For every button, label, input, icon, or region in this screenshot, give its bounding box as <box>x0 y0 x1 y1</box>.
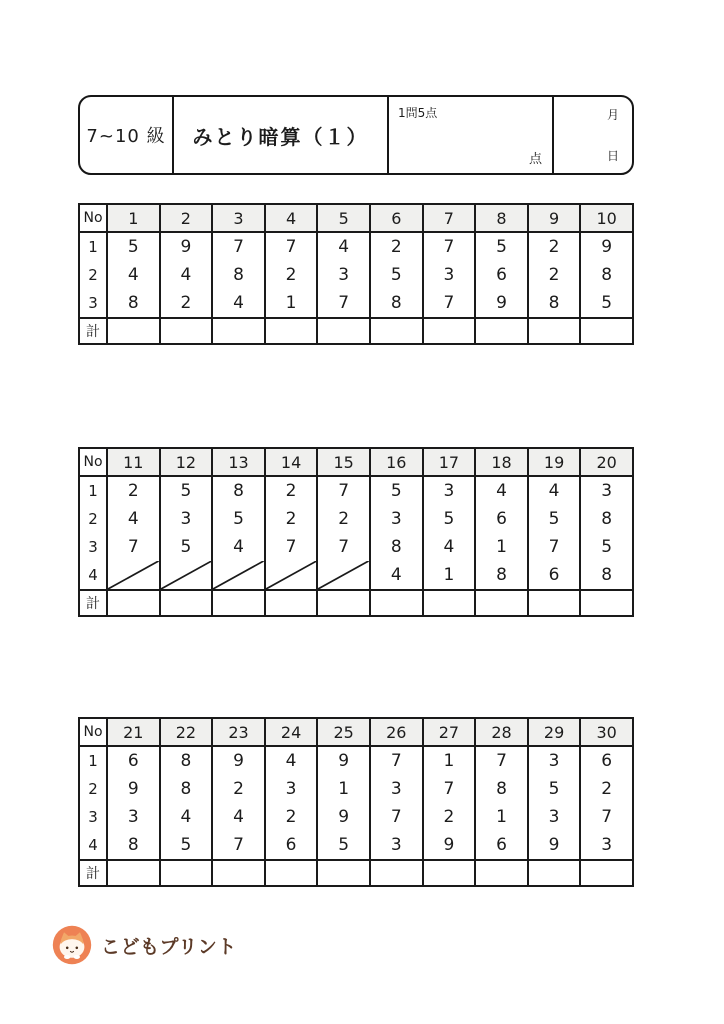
digit-cell: 2 <box>233 779 244 799</box>
digit-cell: 4 <box>233 807 244 827</box>
total-answer-cell <box>474 317 527 343</box>
column-header-cell: 13 <box>211 449 264 477</box>
total-answer-cell <box>159 317 212 343</box>
column-header-cell: 14 <box>264 449 317 477</box>
column-header-cell: 18 <box>474 449 527 477</box>
digit-cell: 8 <box>601 565 613 585</box>
digit-cell: 7 <box>390 751 402 771</box>
total-answer-cell <box>527 589 580 615</box>
problem-column <box>422 233 475 317</box>
digit-cell: 1 <box>338 779 350 799</box>
total-answer-cell <box>422 317 475 343</box>
row-label: 3 <box>88 808 98 826</box>
column-header-cell: 1 <box>106 205 159 233</box>
total-answer-cell <box>369 589 422 615</box>
digit-cell: 8 <box>496 779 507 799</box>
problem-column <box>527 747 580 859</box>
digit-cell: 5 <box>548 509 560 529</box>
total-answer-cell <box>527 859 580 885</box>
total-answer-cell <box>106 589 159 615</box>
digit-cell: 6 <box>496 509 507 529</box>
digit-cell: 2 <box>285 509 297 529</box>
digit-cell: 4 <box>443 537 455 557</box>
column-header-cell: 11 <box>106 449 159 477</box>
total-answer-cell <box>211 317 264 343</box>
digit-cell: 8 <box>127 293 139 313</box>
total-answer-cell <box>579 859 632 885</box>
cat-logo-icon <box>52 925 92 965</box>
digit-cell: 6 <box>127 751 139 771</box>
digit-cell: 2 <box>443 807 455 827</box>
digit-cell: 7 <box>338 537 350 557</box>
total-answer-cell <box>316 589 369 615</box>
digit-cell: 7 <box>285 237 297 257</box>
worksheet-table-3 <box>78 717 634 887</box>
brand-logo <box>52 925 237 965</box>
total-answer-cell <box>264 589 317 615</box>
digit-cell: 5 <box>601 537 613 557</box>
column-header-cell: 12 <box>159 449 212 477</box>
digit-cell: 5 <box>390 265 402 285</box>
column-header-cell: 10 <box>579 205 632 233</box>
day-label: 日 <box>606 149 619 163</box>
digit-cell: 4 <box>338 237 350 257</box>
column-header-cell: 9 <box>527 205 580 233</box>
digit-cell: 4 <box>180 807 192 827</box>
digit-cell: 8 <box>601 265 613 285</box>
digit-cell: 8 <box>390 293 402 313</box>
digit-cell: 9 <box>233 751 244 771</box>
grade-label: 7~10 級 <box>86 126 166 147</box>
row-label: 3 <box>88 294 98 312</box>
digit-cell: 6 <box>496 835 507 855</box>
problem-column <box>369 477 422 589</box>
row-label: 3 <box>88 538 98 556</box>
crossed-out-cell <box>161 561 212 589</box>
problem-column <box>159 747 212 859</box>
column-header-cell: 25 <box>316 719 369 747</box>
digit-cell: 7 <box>285 537 297 557</box>
score-unit-label: 点 <box>528 152 542 167</box>
worksheet-table-1 <box>78 203 634 345</box>
digit-cell: 2 <box>548 265 560 285</box>
digit-cell: 5 <box>338 835 350 855</box>
column-header-cell: 3 <box>211 205 264 233</box>
column-header-cell: 27 <box>422 719 475 747</box>
total-answer-cell <box>159 859 212 885</box>
worksheet-header-box <box>78 95 634 175</box>
row-label: 1 <box>88 482 98 500</box>
digit-cell: 7 <box>390 807 402 827</box>
digit-cell: 5 <box>443 509 455 529</box>
row-label: 1 <box>88 238 98 256</box>
slash-icon <box>266 561 317 589</box>
digit-cell: 9 <box>338 807 350 827</box>
column-header-cell: 26 <box>369 719 422 747</box>
digit-cell: 3 <box>548 807 560 827</box>
digit-cell: 1 <box>496 807 507 827</box>
digit-cell: 9 <box>443 835 455 855</box>
digit-cell: 4 <box>233 537 244 557</box>
column-header-cell: 28 <box>474 719 527 747</box>
digit-cell: 4 <box>285 751 297 771</box>
problem-column <box>369 747 422 859</box>
digit-cell: 9 <box>338 751 350 771</box>
problem-column <box>211 747 264 859</box>
column-header-cell: 8 <box>474 205 527 233</box>
digit-cell: 9 <box>548 835 560 855</box>
digit-cell: 4 <box>548 481 560 501</box>
total-label-cell: 計 <box>80 589 106 615</box>
digit-cell: 4 <box>127 265 139 285</box>
problem-column <box>211 477 264 589</box>
total-answer-cell <box>159 589 212 615</box>
digit-cell: 8 <box>233 265 244 285</box>
digit-cell: 6 <box>285 835 297 855</box>
digit-cell: 6 <box>601 751 613 771</box>
problem-column <box>106 233 159 317</box>
slash-icon <box>318 561 369 589</box>
digit-cell: 4 <box>496 481 507 501</box>
digit-cell: 2 <box>338 509 350 529</box>
digit-cell: 3 <box>390 509 402 529</box>
row-label-column <box>80 233 106 317</box>
date-section <box>552 97 632 173</box>
digit-cell: 5 <box>233 509 244 529</box>
total-answer-cell <box>474 859 527 885</box>
digit-cell: 4 <box>127 509 139 529</box>
no-header-cell: No <box>80 449 106 477</box>
total-answer-cell <box>106 317 159 343</box>
problem-column <box>106 747 159 859</box>
digit-cell: 7 <box>233 835 244 855</box>
column-header-cell: 17 <box>422 449 475 477</box>
column-header-cell: 16 <box>369 449 422 477</box>
total-answer-cell <box>316 317 369 343</box>
digit-cell: 3 <box>390 835 402 855</box>
column-header-cell: 6 <box>369 205 422 233</box>
total-label-cell: 計 <box>80 859 106 885</box>
digit-cell: 8 <box>390 537 402 557</box>
digit-cell: 2 <box>548 237 560 257</box>
crossed-out-cell <box>108 561 159 589</box>
total-answer-cell <box>369 317 422 343</box>
digit-cell: 3 <box>601 835 613 855</box>
digit-cell: 7 <box>443 779 455 799</box>
digit-cell: 7 <box>233 237 244 257</box>
problem-column <box>369 233 422 317</box>
column-header-cell: 21 <box>106 719 159 747</box>
total-answer-cell <box>264 317 317 343</box>
worksheet-table-2 <box>78 447 634 617</box>
digit-cell: 5 <box>601 293 613 313</box>
digit-cell: 8 <box>496 565 507 585</box>
digit-cell: 3 <box>443 265 455 285</box>
total-answer-cell <box>579 317 632 343</box>
total-answer-cell <box>527 317 580 343</box>
problem-column <box>159 477 212 589</box>
digit-cell: 1 <box>285 293 297 313</box>
digit-cell: 8 <box>233 481 244 501</box>
digit-cell: 7 <box>496 751 507 771</box>
digit-cell: 8 <box>127 835 139 855</box>
digit-cell: 7 <box>601 807 613 827</box>
digit-cell: 2 <box>127 481 139 501</box>
no-header-cell: No <box>80 719 106 747</box>
digit-cell: 4 <box>180 265 192 285</box>
problem-column <box>316 747 369 859</box>
brand-name: こどもプリント <box>101 935 237 958</box>
digit-cell: 5 <box>390 481 402 501</box>
total-answer-cell <box>106 859 159 885</box>
digit-cell: 2 <box>285 481 297 501</box>
problem-column <box>579 233 632 317</box>
column-header-cell: 22 <box>159 719 212 747</box>
problem-column <box>474 477 527 589</box>
row-label: 1 <box>88 752 98 770</box>
row-label: 2 <box>88 266 98 284</box>
problem-column <box>316 233 369 317</box>
problem-column <box>422 747 475 859</box>
total-answer-cell <box>264 859 317 885</box>
total-answer-cell <box>211 589 264 615</box>
digit-cell: 5 <box>496 237 507 257</box>
digit-cell: 1 <box>443 565 455 585</box>
digit-cell: 4 <box>390 565 402 585</box>
column-header-cell: 20 <box>579 449 632 477</box>
column-header-cell: 4 <box>264 205 317 233</box>
digit-cell: 8 <box>548 293 560 313</box>
digit-cell: 5 <box>180 481 192 501</box>
column-header-cell: 23 <box>211 719 264 747</box>
problem-column <box>316 477 369 589</box>
digit-cell: 5 <box>180 537 192 557</box>
problem-column <box>527 477 580 589</box>
problem-column <box>264 233 317 317</box>
total-answer-cell <box>474 589 527 615</box>
digit-cell: 7 <box>443 293 455 313</box>
digit-cell: 3 <box>180 509 192 529</box>
crossed-out-cell <box>213 561 264 589</box>
problem-column <box>264 747 317 859</box>
column-header-cell: 15 <box>316 449 369 477</box>
digit-cell: 9 <box>180 237 192 257</box>
worksheet-title: みとり暗算（１） <box>172 97 387 173</box>
digit-cell: 7 <box>443 237 455 257</box>
slash-icon <box>213 561 264 589</box>
digit-cell: 2 <box>601 779 613 799</box>
digit-cell: 3 <box>390 779 402 799</box>
digit-cell: 1 <box>443 751 455 771</box>
digit-cell: 3 <box>127 807 139 827</box>
digit-cell: 7 <box>548 537 560 557</box>
row-label: 2 <box>88 780 98 798</box>
digit-cell: 9 <box>496 293 507 313</box>
total-answer-cell <box>422 589 475 615</box>
column-header-cell: 19 <box>527 449 580 477</box>
crossed-out-cell <box>266 561 317 589</box>
total-answer-cell <box>369 859 422 885</box>
digit-cell: 2 <box>390 237 402 257</box>
digit-cell: 6 <box>548 565 560 585</box>
crossed-out-cell <box>318 561 369 589</box>
problem-column <box>422 477 475 589</box>
digit-cell: 9 <box>127 779 139 799</box>
digit-cell: 2 <box>285 265 297 285</box>
score-section <box>387 97 552 173</box>
row-label: 2 <box>88 510 98 528</box>
no-header-cell: No <box>80 205 106 233</box>
row-label-column <box>80 747 106 859</box>
problem-column <box>264 477 317 589</box>
row-label: 4 <box>88 836 98 854</box>
slash-icon <box>108 561 159 589</box>
month-label: 月 <box>606 108 619 122</box>
total-answer-cell <box>316 859 369 885</box>
digit-cell: 7 <box>127 537 139 557</box>
problem-column <box>474 747 527 859</box>
scoring-note: 1問5点 <box>398 106 438 120</box>
row-label: 4 <box>88 566 98 584</box>
digit-cell: 5 <box>180 835 192 855</box>
digit-cell: 4 <box>233 293 244 313</box>
digit-cell: 8 <box>180 779 192 799</box>
digit-cell: 8 <box>601 509 613 529</box>
column-header-cell: 24 <box>264 719 317 747</box>
total-answer-cell <box>211 859 264 885</box>
problem-column <box>159 233 212 317</box>
digit-cell: 2 <box>285 807 297 827</box>
problem-column <box>527 233 580 317</box>
digit-cell: 3 <box>548 751 560 771</box>
total-answer-cell <box>579 589 632 615</box>
digit-cell: 8 <box>180 751 192 771</box>
digit-cell: 7 <box>338 481 350 501</box>
digit-cell: 5 <box>127 237 139 257</box>
total-answer-cell <box>422 859 475 885</box>
problem-column <box>474 233 527 317</box>
problem-column <box>579 477 632 589</box>
column-header-cell: 7 <box>422 205 475 233</box>
column-header-cell: 5 <box>316 205 369 233</box>
row-label-column <box>80 477 106 589</box>
problem-column <box>579 747 632 859</box>
column-header-cell: 2 <box>159 205 212 233</box>
column-header-cell: 29 <box>527 719 580 747</box>
digit-cell: 7 <box>338 293 350 313</box>
digit-cell: 3 <box>285 779 297 799</box>
digit-cell: 3 <box>443 481 455 501</box>
digit-cell: 9 <box>601 237 613 257</box>
column-header-cell: 30 <box>579 719 632 747</box>
digit-cell: 6 <box>496 265 507 285</box>
digit-cell: 1 <box>496 537 507 557</box>
digit-cell: 3 <box>601 481 613 501</box>
total-label-cell: 計 <box>80 317 106 343</box>
digit-cell: 3 <box>338 265 350 285</box>
digit-cell: 2 <box>180 293 192 313</box>
digit-cell: 5 <box>548 779 560 799</box>
problem-column <box>211 233 264 317</box>
slash-icon <box>161 561 212 589</box>
problem-column <box>106 477 159 589</box>
